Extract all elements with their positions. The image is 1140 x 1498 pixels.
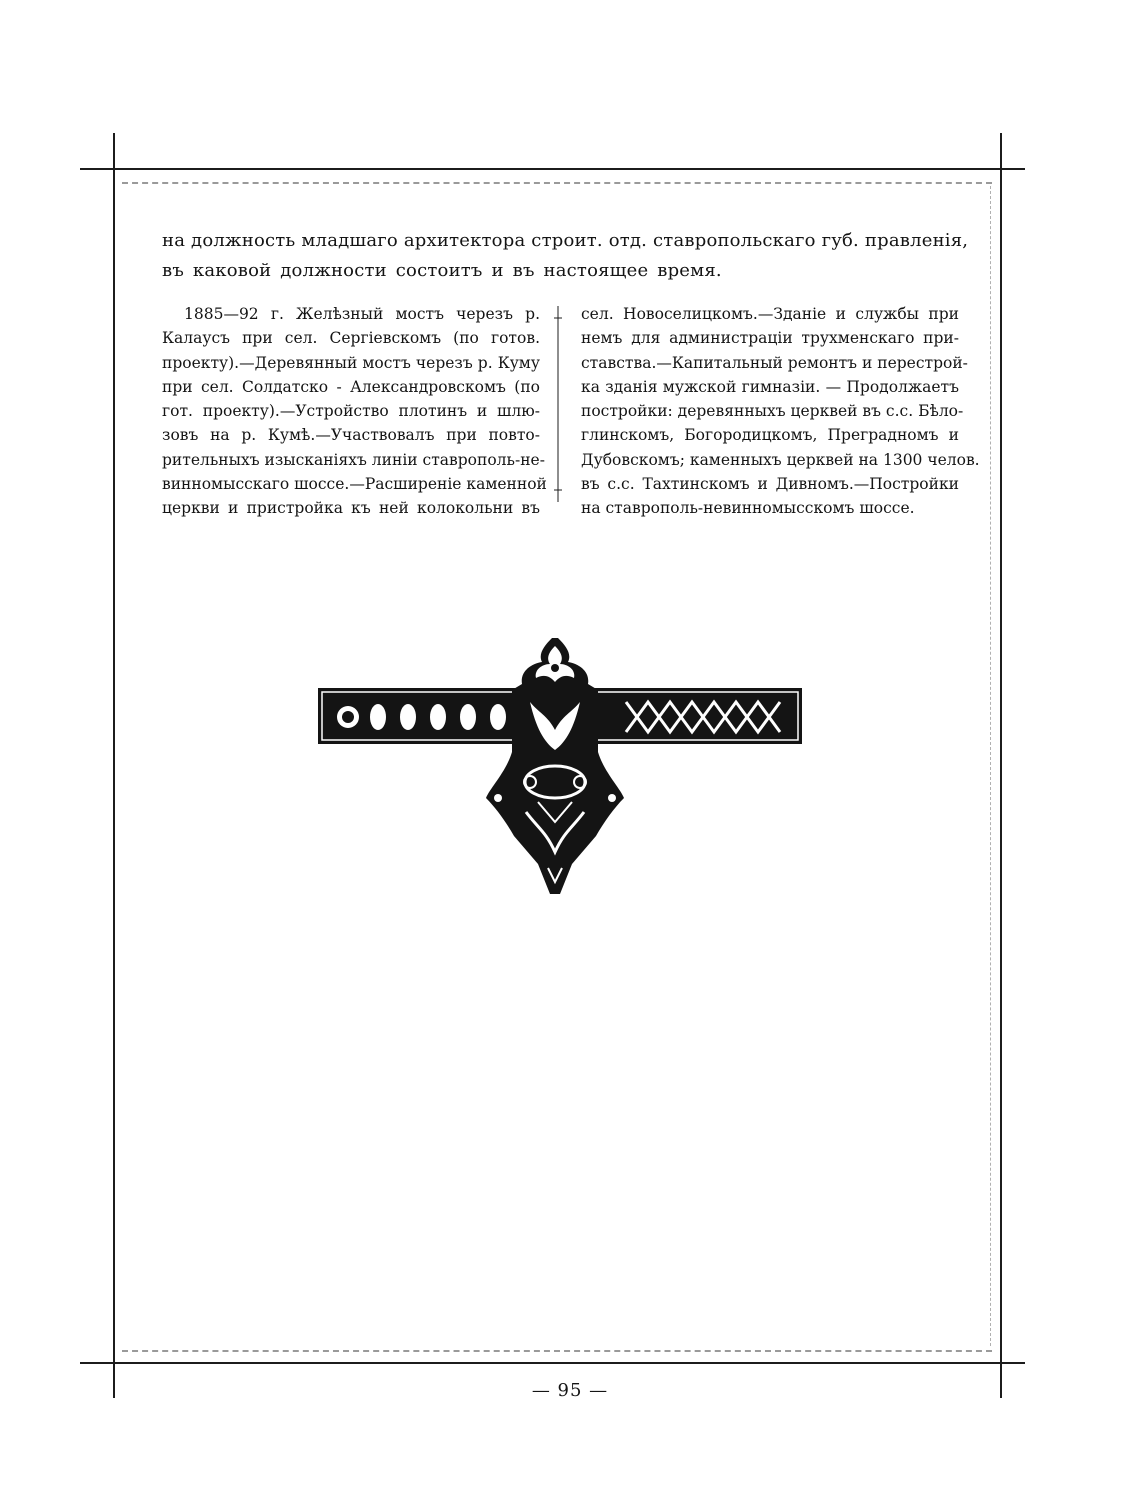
left-column-line: при сел. Солдатско - Александровскомъ (по <box>162 377 540 396</box>
right-column-line: на ставрополь-невинномысскомъ шоссе. <box>581 499 915 518</box>
right-column-line: сел. Новоселицкомъ.—Зданіе и службы при <box>581 305 959 323</box>
right-column-line: ка зданія мужской гимназіи. — Продолжаетъ <box>581 377 959 396</box>
left-column-line: проекту).—Деревянный мостъ черезъ р. Куму <box>162 353 540 372</box>
left-column <box>162 302 547 521</box>
column-divider <box>552 304 564 504</box>
frame-top-dashed-rule <box>122 182 992 184</box>
right-column-line: ставства.—Капитальный ремонтъ и перестрой- <box>581 353 968 372</box>
left-column-line: рительныхъ изысканіяхъ линіи ставрополь-не- <box>162 450 545 469</box>
frame-bottom-dashed-rule <box>122 1350 992 1352</box>
right-column-line: въ с.с. Тахтинскомъ и Дивномъ.—Постройки <box>581 475 959 494</box>
right-column-line: постройки: деревянныхъ церквей въ с.с. Бѣло- <box>581 402 964 421</box>
right-column-line: Дубовскомъ; каменныхъ церквей на 1300 челов. <box>581 450 980 469</box>
intro-paragraph <box>162 226 969 286</box>
left-column-line: винномысскаго шоссе.—Расширеніе каменной <box>162 475 547 494</box>
right-column-line: немъ для администраціи трухменскаго при- <box>581 329 959 348</box>
frame-left-rule <box>113 133 115 1398</box>
left-column-line: Калаусъ при сел. Сергіевскомъ (по готов. <box>162 329 540 348</box>
page-number: — 95 — <box>531 1380 609 1401</box>
right-column-line: глинскомъ, Богородицкомъ, Преградномъ и <box>581 426 959 445</box>
left-column-line: церкви и пристройка къ ней колокольни въ <box>162 499 540 518</box>
ornamental-tailpiece-icon <box>316 632 804 900</box>
frame-bottom-rule <box>80 1362 1025 1364</box>
frame-top-rule <box>80 168 1025 170</box>
left-column-line: 1885—92 г. Желѣзный мостъ черезъ р. <box>184 305 540 323</box>
frame-right-rule <box>1000 133 1002 1398</box>
intro-line: въ каковой должности состоитъ и въ настоящее время. <box>162 260 722 281</box>
left-column-line: зовъ на р. Кумѣ.—Участвовалъ при повто- <box>162 426 540 445</box>
left-column-line: гот. проекту).—Устройство плотинъ и шлю- <box>162 402 540 421</box>
intro-line: на должность младшаго архитектора строит. отд. ставропольскаго губ. правленія, <box>162 230 969 251</box>
right-column <box>581 302 980 521</box>
frame-right-dashed-rule <box>990 186 991 1346</box>
